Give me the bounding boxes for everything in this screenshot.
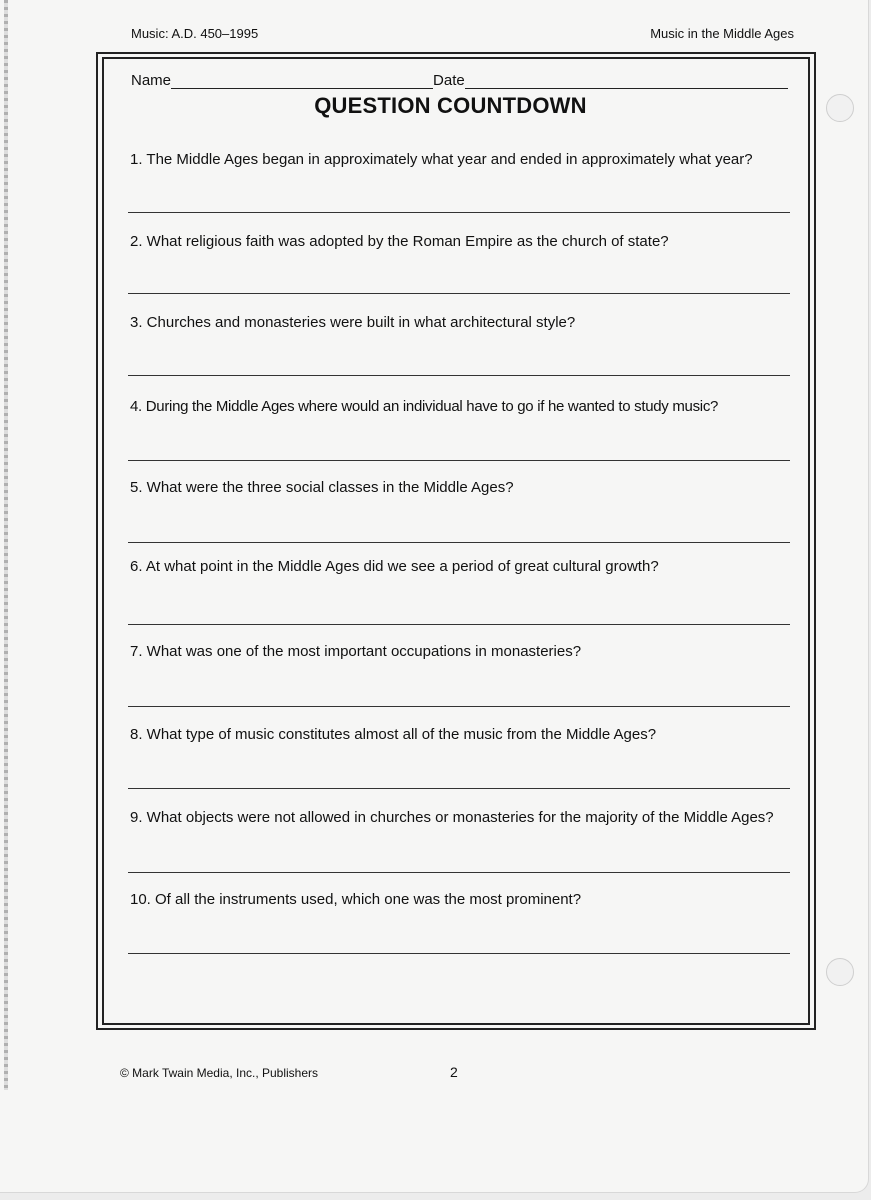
punch-hole-bottom xyxy=(826,958,854,986)
date-label: Date xyxy=(433,72,465,89)
answer-line-3[interactable] xyxy=(128,375,790,376)
answer-line-1[interactable] xyxy=(128,212,790,213)
question-5: 5. What were the three social classes in the Middle Ages? xyxy=(130,479,514,496)
worksheet-inner-frame xyxy=(102,57,810,1025)
name-label: Name xyxy=(131,72,172,89)
question-10: 10. Of all the instruments used, which one was the most prominent? xyxy=(130,891,582,908)
name-field[interactable] xyxy=(171,72,433,89)
question-3: 3. Churches and monasteries were built in what architectural style? xyxy=(130,314,576,331)
binding-edge xyxy=(4,0,8,1090)
question-1: 1. The Middle Ages began in approximately what year and ended in approximately what year? xyxy=(130,151,753,168)
question-9: 9. What objects were not allowed in churches or monasteries for the majority of the Middle Ages? xyxy=(130,809,774,826)
answer-line-10[interactable] xyxy=(128,953,790,954)
name-date-row xyxy=(131,72,788,89)
footer-copyright: © Mark Twain Media, Inc., Publishers xyxy=(120,1066,319,1080)
answer-line-2[interactable] xyxy=(128,293,790,294)
answer-line-6[interactable] xyxy=(128,624,790,625)
page-number: 2 xyxy=(450,1064,458,1080)
header-topic: Music in the Middle Ages xyxy=(650,26,794,41)
question-8: 8. What type of music constitutes almost all of the music from the Middle Ages? xyxy=(130,726,657,743)
question-4: 4. During the Middle Ages where would an individual have to go if he wanted to study music? xyxy=(130,398,719,415)
question-2: 2. What religious faith was adopted by the Roman Empire as the church of state? xyxy=(130,233,669,250)
answer-line-4[interactable] xyxy=(128,460,790,461)
page-title: QUESTION COUNTDOWN xyxy=(314,93,587,118)
answer-line-5[interactable] xyxy=(128,542,790,543)
question-7: 7. What was one of the most important occupations in monasteries? xyxy=(130,643,582,660)
question-6: 6. At what point in the Middle Ages did we see a period of great cultural growth? xyxy=(130,558,659,575)
answer-line-8[interactable] xyxy=(128,788,790,789)
header-subject: Music: A.D. 450–1995 xyxy=(131,26,259,41)
answer-line-9[interactable] xyxy=(128,872,790,873)
worksheet-frame xyxy=(96,52,816,1030)
answer-line-7[interactable] xyxy=(128,706,790,707)
date-field[interactable] xyxy=(465,72,788,89)
